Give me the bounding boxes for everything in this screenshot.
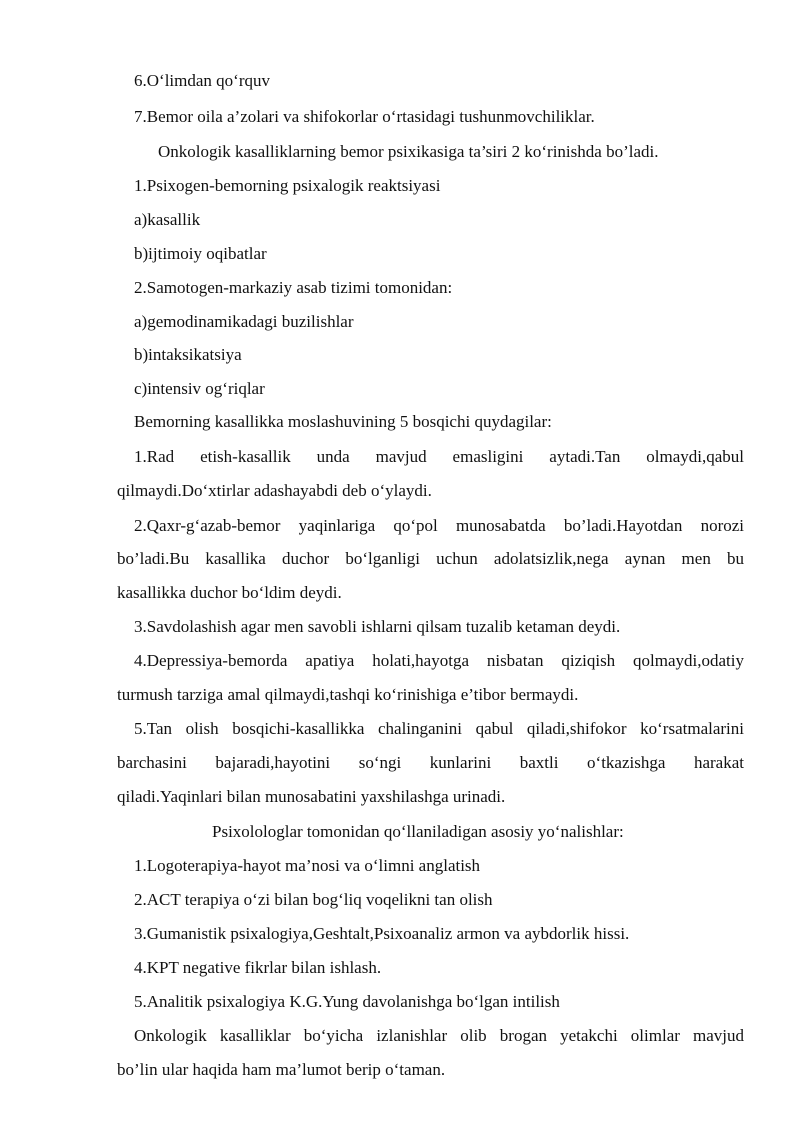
text-line-intoxication: b)intaksikatsiya <box>134 345 242 364</box>
text-line-hemodynamic: a)gemodinamikadagi buzilishlar <box>134 312 354 331</box>
text-line-social-consequences: b)ijtimoiy oqibatlar <box>134 244 267 263</box>
section-heading-psychologists-directions: Psixolologlar tomonidan qo‘llaniladigan asosiy yo‘nalishlar: <box>212 822 624 841</box>
text-line-intense-pain: c)intensiv og‘riqlar <box>134 379 265 398</box>
text-line-humanistic: 3.Gumanistik psixalogiya,Geshtalt,Psixoanaliz armon va aybdorlik hissi. <box>134 924 630 943</box>
text-line-research: Onkologik kasalliklar bo‘yicha izlanishlar olib brogan yetakchi olimlar mavjud <box>134 1026 744 1045</box>
text-line-acceptance-cont: barchasini bajaradi,hayotini so‘ngi kunlarini baxtli o‘tkazishga harakat <box>117 753 744 772</box>
text-line-fear-of-death: 6.O‘limdan qo‘rquv <box>134 71 270 90</box>
text-line-analytic: 5.Analitik psixalogiya K.G.Yung davolanishga bo‘lgan intilish <box>134 992 560 1011</box>
text-line-anger: 2.Qaxr-g‘azab-bemor yaqinlariga qo‘pol munosabatda bo’ladi.Hayotdan norozi <box>134 516 744 535</box>
text-line-act-therapy: 2.ACT terapiya o‘zi bilan bog‘liq voqelikni tan olish <box>134 890 493 909</box>
text-line-anger-end: kasallikka duchor bo‘ldim deydi. <box>117 583 342 602</box>
text-line-anger-cont: bo’ladi.Bu kasallika duchor bo‘lganligi uchun adolatsizlik,nega aynan men bu <box>117 549 744 568</box>
text-line-adaptation-stages: Bemorning kasallikka moslashuvining 5 bosqichi quydagilar: <box>134 412 552 431</box>
text-line-illness: a)kasallik <box>134 210 201 229</box>
text-line-misunderstandings: 7.Bemor oila a’zolari va shifokorlar o‘rtasidagi tushunmovchiliklar. <box>134 107 595 126</box>
text-line-research-cont: bo’lin ular haqida ham ma’lumot berip o‘taman. <box>117 1060 446 1079</box>
text-line-acceptance: 5.Tan olish bosqichi-kasallikka chalinganini qabul qiladi,shifokor ko‘rsatmalarini <box>134 719 744 738</box>
text-line-denial: 1.Rad etish-kasallik unda mavjud emasligini aytadi.Tan olmaydi,qabul <box>134 447 744 466</box>
section-heading-oncology-influence: Onkologik kasalliklarning bemor psixikasiga ta’siri 2 ko‘rinishda bo’ladi. <box>158 142 659 161</box>
text-line-denial-cont: qilmaydi.Do‘xtirlar adashayabdi deb o‘ylaydi. <box>117 481 432 500</box>
text-line-somatogenic: 2.Samotogen-markaziy asab tizimi tomonidan: <box>134 278 453 297</box>
text-line-acceptance-end: qiladi.Yaqinlari bilan munosabatini yaxshilashga urinadi. <box>117 787 506 806</box>
text-line-kpt: 4.KPT negative fikrlar bilan ishlash. <box>134 958 382 977</box>
text-line-bargaining: 3.Savdolashish agar men savobli ishlarni qilsam tuzalib ketaman deydi. <box>134 617 621 636</box>
text-line-psychogenic: 1.Psixogen-bemorning psixalogik reaktsiyasi <box>134 176 441 195</box>
text-line-depression: 4.Depressiya-bemorda apatiya holati,hayotga nisbatan qiziqish qolmaydi,odatiy <box>134 651 744 670</box>
text-line-logotherapy: 1.Logoterapiya-hayot ma’nosi va o‘limni anglatish <box>134 856 481 875</box>
text-line-depression-cont: turmush tarziga amal qilmaydi,tashqi ko‘rinishiga e’tibor bermaydi. <box>117 685 579 704</box>
